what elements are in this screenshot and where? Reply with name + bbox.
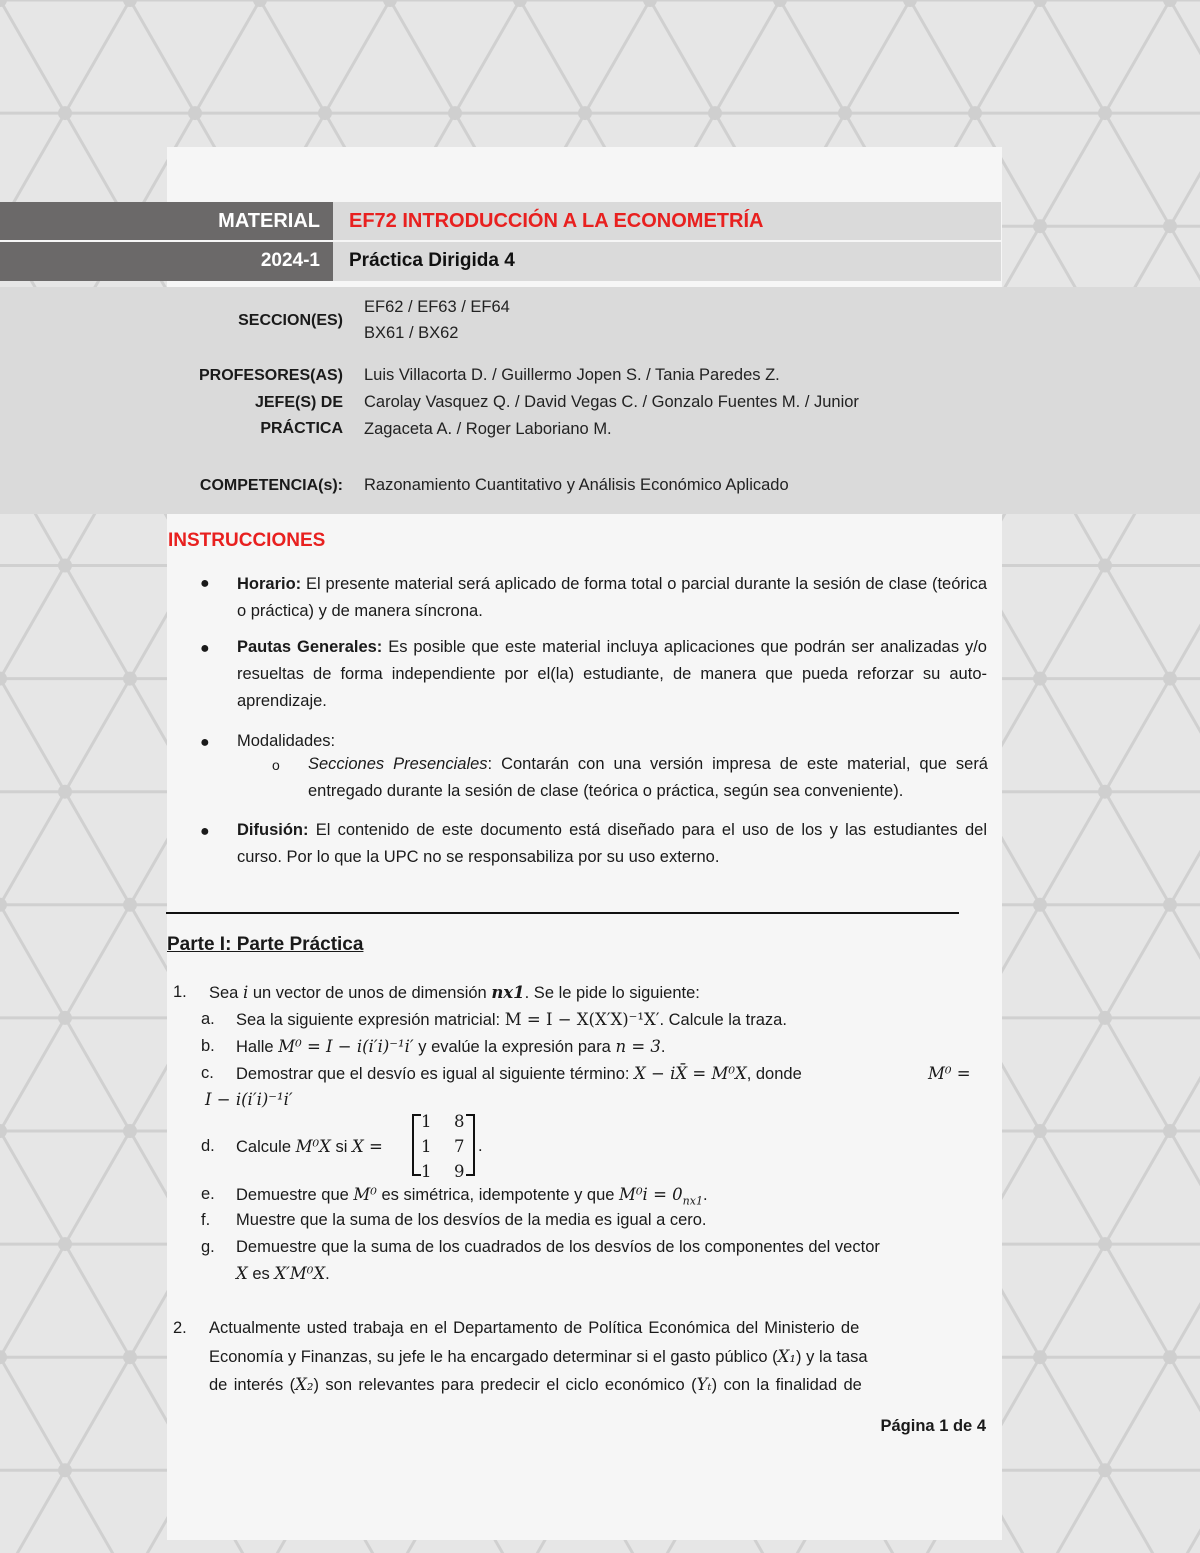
material-label: MATERIAL [218,210,320,232]
pattern-node [1033,219,1047,233]
pattern-line [65,1357,130,1470]
pattern-line [195,0,260,113]
instruction-pautas: Pautas Generales: Es posible que este material incluya aplicaciones que podrán ser analizadas y/o resueltas de forma independiente por el(la) estudiante, de manera que pueda reforzar su auto-aprendizaje. [237,638,987,710]
page-number: Página 1 de 4 [880,1417,986,1435]
pattern-line [845,0,910,113]
q2-number: 2. [173,1319,187,1337]
pattern-node [1163,219,1177,233]
pattern-line [1105,1131,1170,1244]
pattern-line [0,905,65,1018]
q1b-letter: b. [201,1037,215,1055]
pattern-line [1040,1131,1105,1244]
pattern-line [0,1357,65,1470]
matrix-cell: 7 [454,1137,465,1156]
professors-label-1: PROFESORES(AS) [198,367,343,384]
pattern-line [455,0,520,113]
pattern-line [0,566,65,679]
q1c-letter: c. [201,1064,214,1082]
pattern-node [1163,1124,1177,1138]
bullet-icon: ● [200,734,210,751]
q1f-letter: f. [201,1211,211,1229]
pattern-node [58,559,72,573]
pattern-line [1040,113,1105,226]
q1c-text: Demostrar que el desvío es igual al siguiente término: X − iX̄ = M⁰X, donde [236,1064,802,1083]
pattern-line [0,1131,65,1244]
pattern-node [188,106,202,120]
pattern-line [1040,1018,1105,1131]
matrix-cell: 8 [454,1112,465,1131]
pattern-node [318,106,332,120]
instruction-difusion: Difusión: El contenido de este documento está diseñado para el uso de los y las estudiantes del curso. Por lo que la UPC no se responsabiliza por su uso externo. [237,821,987,866]
pattern-node [123,898,137,912]
pattern-line [780,0,845,113]
pattern-line [65,0,130,113]
pattern-line [65,1131,130,1244]
pattern-line [1040,792,1105,905]
pattern-node [1033,1350,1047,1364]
matrix-cell: 1 [421,1137,432,1156]
part1-title: Parte I: Parte Práctica [167,934,364,955]
matrix-cell: 9 [454,1162,465,1181]
pattern-line [650,0,715,113]
pattern-line [65,566,130,679]
pattern-line [0,1244,65,1357]
matrix-cell: 1 [421,1112,432,1131]
pattern-line [1170,0,1200,113]
professors-line3: Zagaceta A. / Roger Laboriano M. [364,420,612,438]
pattern-line [585,0,650,113]
q1f-text: Muestre que la suma de los desvíos de la media es igual a cero. [236,1211,707,1229]
bullet-icon: ● [200,823,210,840]
instruction-presenciales: Secciones Presenciales: Contarán con una versión impresa de este material, que será entregado durante la sesión de clase (teórica o práctica, según sea conveniente). [308,755,988,800]
bullet-icon: ● [200,640,210,657]
pattern-line [910,0,975,113]
pattern-line [520,0,585,113]
pattern-line [1105,113,1170,226]
pattern-node [123,672,137,686]
pattern-line [1040,1244,1105,1357]
pattern-line [1105,1018,1170,1131]
pattern-line [65,679,130,792]
professors-label-2: JEFE(S) DE [254,394,343,411]
instruction-modalidades: Modalidades: [237,732,336,750]
pattern-node [1163,898,1177,912]
pattern-line [260,0,325,113]
q1a-letter: a. [201,1010,215,1028]
pattern-node [1098,559,1112,573]
pattern-node [1098,1463,1112,1477]
q1d-letter: d. [201,1137,215,1155]
q2-line1: Actualmente usted trabaja en el Departamento de Política Económica del Ministerio de [209,1319,860,1337]
q1a-text: Sea la siguiente expresión matricial: M = I − X(X′X)⁻¹X′. Calcule la traza. [236,1010,787,1029]
pattern-node [1098,1237,1112,1251]
term-label: 2024-1 [260,250,320,271]
pattern-node [578,106,592,120]
practice-title: Práctica Dirigida 4 [349,250,515,271]
q1e-letter: e. [201,1185,215,1203]
pattern-line [1105,792,1170,905]
pattern-node [1033,672,1047,686]
pattern-line [1040,566,1105,679]
q2-line2: Economía y Finanzas, su jefe le ha encargado determinar si el gasto público (X₁) y la tasa [209,1347,868,1366]
pattern-line [65,1018,130,1131]
sections-line1: EF62 / EF63 / EF64 [364,298,510,316]
pattern-line [1040,679,1105,792]
pattern-node [0,1350,7,1364]
pattern-line [1105,1470,1170,1553]
q1e-text: Demuestre que M⁰ es simétrica, idempotente y que $M^0i = 0_{nx1}$. [236,1185,708,1208]
pattern-node [838,106,852,120]
pattern-line [1170,1470,1200,1553]
pattern-node [123,1350,137,1364]
pattern-line [130,0,195,113]
q1-number: 1. [173,983,187,1001]
pattern-node [0,672,7,686]
pattern-line [1170,679,1200,792]
pattern-node [58,1237,72,1251]
pattern-node [58,106,72,120]
professors-line1: Luis Villacorta D. / Guillermo Jopen S. / Tania Paredes Z. [364,366,780,384]
q1c-formula-right: M⁰ = [928,1064,971,1083]
pattern-line [1170,1244,1200,1357]
pattern-line [390,0,455,113]
pattern-line [975,0,1040,113]
q1g-text-cont: X es X′M⁰X. [236,1264,330,1283]
divider [166,912,959,914]
pattern-node [123,1124,137,1138]
pattern-node [1033,1124,1047,1138]
pattern-node [58,1011,72,1025]
pattern-line [1170,1018,1200,1131]
pattern-line [715,0,780,113]
pattern-line [0,792,65,905]
pattern-line [65,905,130,1018]
pattern-line [1040,1357,1105,1470]
pattern-line [1170,566,1200,679]
pattern-node [58,785,72,799]
pattern-line [1170,1357,1200,1470]
bullet-icon: ● [200,575,210,592]
pattern-node [1033,898,1047,912]
professors-line2: Carolay Vasquez Q. / David Vegas C. / Gonzalo Fuentes M. / Junior [364,393,859,411]
pattern-line [0,1018,65,1131]
sections-line2: BX61 / BX62 [364,324,459,342]
matrix-right-bracket [466,1114,475,1176]
pattern-node [708,106,722,120]
pattern-line [1170,1131,1200,1244]
professors-label-3: PRÁCTICA [260,420,343,437]
q1g-text: Demuestre que la suma de los cuadrados de los desvíos de los componentes del vector [236,1238,880,1256]
pattern-node [1163,672,1177,686]
pattern-line [65,1244,130,1357]
q1g-letter: g. [201,1238,215,1256]
pattern-line [1105,566,1170,679]
pattern-line [65,792,130,905]
pattern-node [448,106,462,120]
competence-value: Razonamiento Cuantitativo y Análisis Económico Aplicado [364,476,789,494]
pattern-node [1098,1011,1112,1025]
pattern-line [1105,679,1170,792]
pattern-line [1105,0,1170,113]
competence-label: COMPETENCIA(s): [199,477,343,494]
pattern-line [0,0,65,113]
sections-label: SECCION(ES) [238,312,343,329]
q1b-text: Halle M⁰ = I − i(i′i)⁻¹i′ y evalúe la expresión para n = 3. [236,1037,666,1056]
course-title: EF72 INTRODUCCIÓN A LA ECONOMETRÍA [349,210,764,232]
q1d-text: Calcule M⁰X si X = [236,1137,383,1156]
pattern-line [1105,1357,1170,1470]
pattern-line [325,0,390,113]
pattern-node [1098,785,1112,799]
instructions-title: INSTRUCCIONES [168,530,326,551]
matrix-left-bracket [412,1114,421,1176]
pattern-node [0,1124,7,1138]
pattern-line [0,679,65,792]
pattern-line [1105,1244,1170,1357]
pattern-node [0,898,7,912]
q1c-formula-cont: I − i(i′i)⁻¹i′ [205,1090,293,1109]
pattern-node [1098,106,1112,120]
pattern-line [0,1470,65,1553]
pattern-node [58,1463,72,1477]
pattern-line [65,1470,130,1553]
pattern-node [968,106,982,120]
q2-line3: de interés (X₂) son relevantes para predecir el ciclo económico (Yₜ) con la finalidad de [209,1375,862,1394]
pattern-line [1170,113,1200,226]
pattern-line [1040,1470,1105,1553]
matrix-cell: 1 [421,1162,432,1181]
pattern-line [1040,0,1105,113]
pattern-node [0,0,7,7]
q1-text: Sea i un vector de unos de dimensión nx1. Se le pide lo siguiente: [209,983,700,1002]
instruction-horario: Horario: El presente material será aplicado de forma total o parcial durante la sesión de clase (teórica o práctica) y de manera síncrona. [237,575,987,620]
pattern-node [1163,1350,1177,1364]
pattern-line [1105,905,1170,1018]
pattern-line [1170,905,1200,1018]
sub-bullet-icon: o [272,757,280,773]
pattern-line [1040,905,1105,1018]
pattern-line [1170,792,1200,905]
